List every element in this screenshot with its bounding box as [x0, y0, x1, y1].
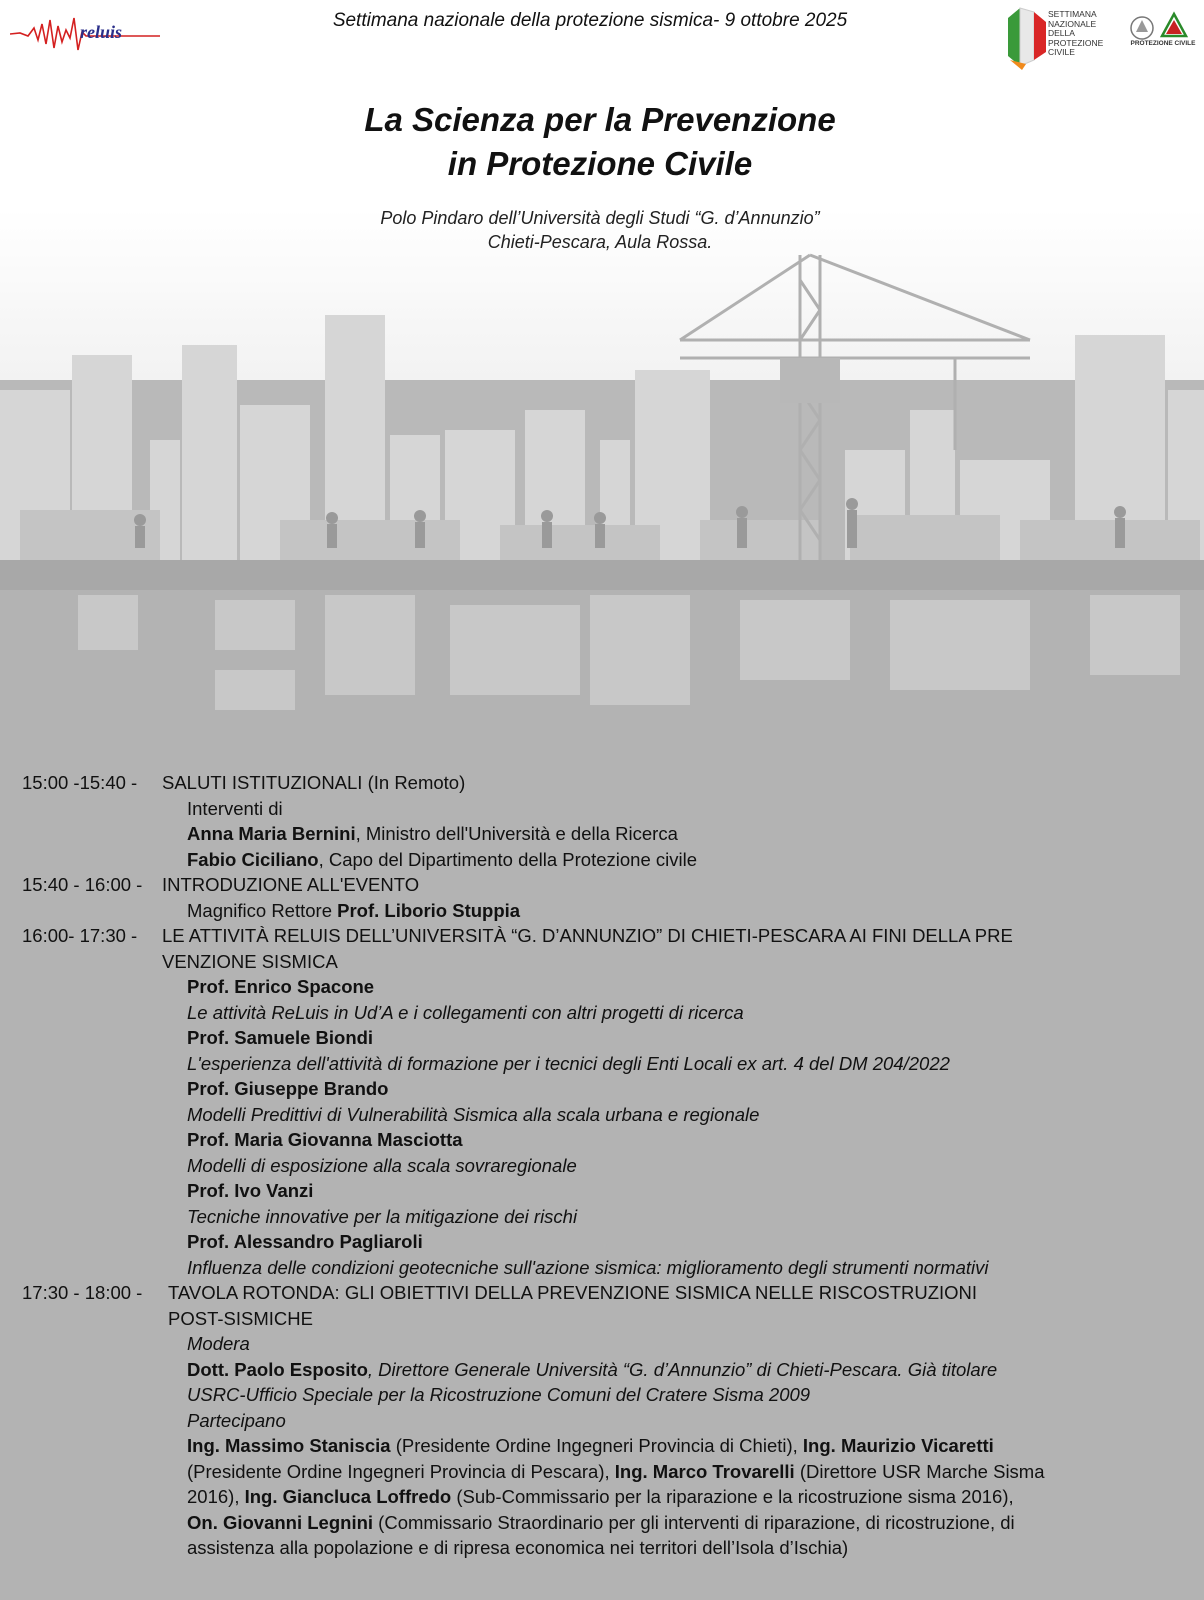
protezione-civile-logo-icon — [1128, 2, 1198, 66]
talk-topic: Modelli Predittivi di Vulnerabilità Sismica alla scala urbana e regionale — [187, 1103, 760, 1125]
participants-line: 2016), Ing. Giancluca Loffredo (Sub-Commissario per la riparazione e la ricostruzione sisma 2016), — [187, 1486, 1014, 1507]
session-time: 15:40 - 16:00 - — [22, 874, 143, 895]
protezione-civile-logo-text: PROTEZIONE CIVILE — [1130, 40, 1196, 47]
talk-topic: L'esperienza dell'attività di formazione per i tecnici degli Enti Locali ex art. 4 del DM 204/2022 — [187, 1052, 950, 1074]
speaker-line: Anna Maria Bernini, Ministro dell'Università e della Ricerca — [187, 823, 678, 844]
session-heading: SALUTI ISTITUZIONALI (In Remoto) — [162, 772, 466, 793]
event-header-line: Settimana nazionale della protezione sismica- 9 ottobre 2025 — [332, 10, 848, 31]
partecipano-label: Partecipano — [187, 1409, 286, 1431]
talk-speaker: Prof. Enrico Spacone — [187, 976, 375, 997]
talk-topic: Le attività ReLuis in Ud’A e i collegamenti con altri progetti di ricerca — [187, 1001, 744, 1023]
speaker-line: Magnifico Rettore Prof. Liborio Stuppia — [187, 899, 521, 921]
talk-speaker: Prof. Alessandro Pagliaroli — [187, 1231, 423, 1252]
session-time: 16:00- 17:30 - — [22, 925, 138, 946]
participants-line: Ing. Massimo Staniscia (Presidente Ordine Ingegneri Provincia di Chieti), Ing. Maurizio Vicaretti — [187, 1435, 994, 1456]
participants-line: (Presidente Ordine Ingegneri Provincia di Pescara), Ing. Marco Trovarelli (Direttore USR Marche Sisma — [187, 1460, 1045, 1482]
talk-speaker: Prof. Samuele Biondi — [187, 1027, 374, 1048]
moderator-line: Dott. Paolo Esposito, Direttore Generale Università “G. d’Annunzio” di Chieti-Pescara. Già titolare — [187, 1358, 998, 1380]
moderator-line: USRC-Ufficio Speciale per la Ricostruzione Comuni del Cratere Sisma 2009 — [187, 1384, 811, 1405]
session-saluti — [22, 770, 1192, 872]
session-intro: Interventi di — [187, 797, 283, 819]
program-schedule — [22, 770, 1192, 1561]
session-introduzione — [22, 872, 1192, 923]
session-time: 17:30 - 18:00 - — [22, 1282, 143, 1303]
modera-label: Modera — [187, 1333, 250, 1354]
venue: Polo Pindaro dell’Università degli Studi “G. d’Annunzio” Chieti-Pescara, Aula Rossa. — [380, 208, 820, 252]
session-heading: POST-SISMICHE — [168, 1307, 313, 1329]
session-tavola-rotonda — [22, 1280, 1192, 1561]
page-title: La Scienza per la Prevenzione in Protezione Civile — [364, 101, 836, 182]
speaker-line: Fabio Ciciliano, Capo del Dipartimento della Protezione civile — [187, 848, 697, 870]
talk-topic: Modelli di esposizione alla scala sovraregionale — [187, 1154, 577, 1176]
city-skyline-illustration — [0, 240, 1204, 780]
talk-speaker: Prof. Giuseppe Brando — [187, 1078, 389, 1099]
session-heading: LE ATTIVITÀ RELUIS DELL’UNIVERSITÀ “G. D’ANNUNZIO” DI CHIETI-PESCARA AI FINI DELLA PRE — [162, 925, 1013, 946]
session-reluis — [22, 923, 1192, 1280]
participants-line: assistenza alla popolazione e di ripresa economica nei territori dell’Isola d’Ischia) — [187, 1537, 849, 1558]
session-heading: INTRODUZIONE ALL'EVENTO — [162, 874, 420, 895]
session-heading: VENZIONE SISMICA — [162, 950, 338, 972]
settimana-logo-text: SETTIMANA NAZIONALE DELLA PROTEZIONE CIVILE — [1048, 9, 1104, 57]
session-heading: TAVOLA ROTONDA: GLI OBIETTIVI DELLA PREVENZIONE SISMICA NELLE RISCOSTRUZIONI — [168, 1282, 978, 1303]
talk-speaker: Prof. Maria Giovanna Masciotta — [187, 1129, 463, 1150]
talk-topic: Influenza delle condizioni geotecniche sull'azione sismica: miglioramento degli strumenti normativi — [187, 1256, 989, 1278]
talk-topic: Tecniche innovative per la mitigazione dei rischi — [187, 1205, 578, 1227]
talk-speaker: Prof. Ivo Vanzi — [187, 1180, 314, 1201]
reluis-logo-text: reluis — [80, 22, 123, 42]
participants-line: On. Giovanni Legnini (Commissario Straordinario per gli interventi di riparazione, di ricostruzione, di — [187, 1511, 1015, 1533]
session-time: 15:00 -15:40 - — [22, 772, 138, 793]
